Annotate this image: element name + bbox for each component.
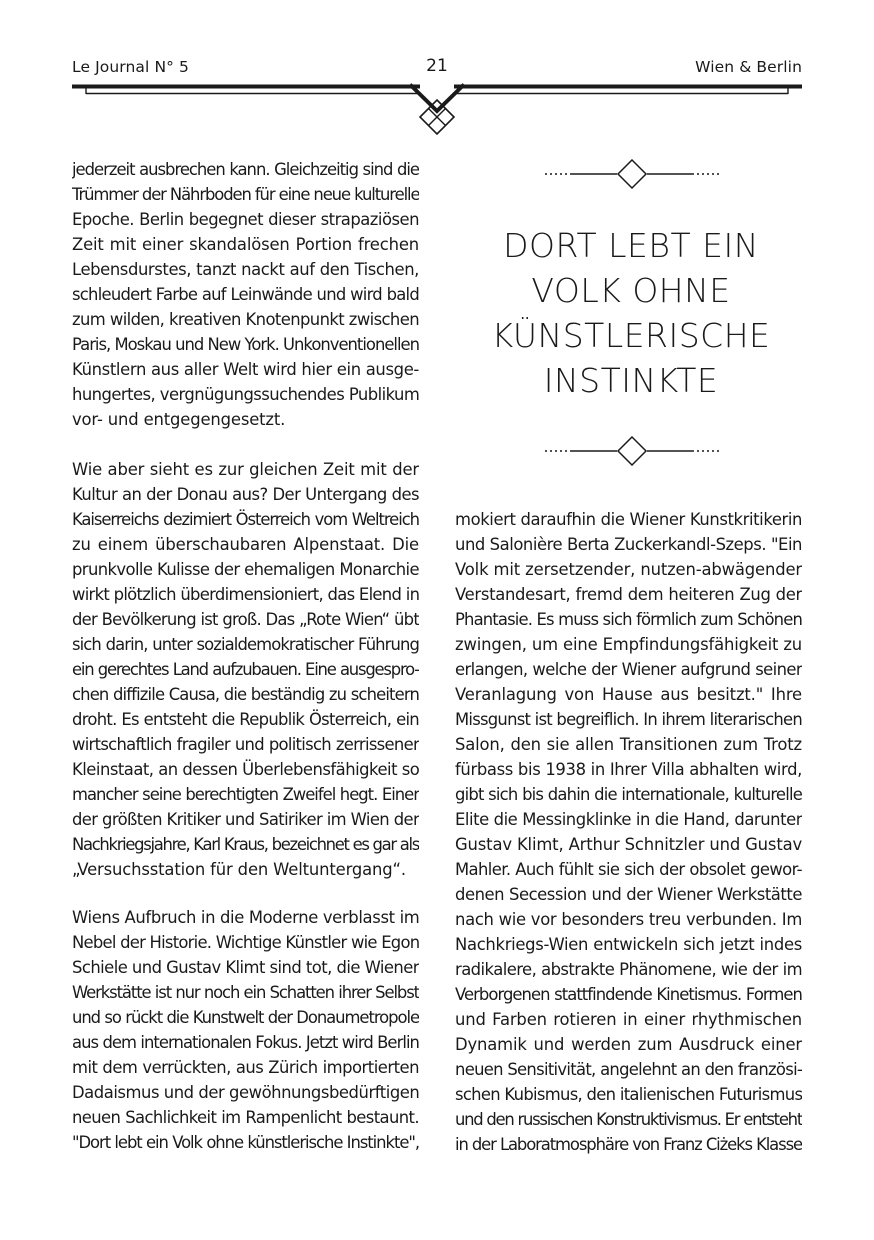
text-line: zu einem überschaubaren Alpenstaat. Die	[72, 535, 419, 554]
header-right-section: Wien & Berlin	[695, 58, 802, 76]
text-line: Epoche. Berlin begegnet dieser strapaziösen	[72, 210, 419, 229]
text-line: Nebel der Historie. Wichtige Künstler wie Egon	[72, 933, 419, 952]
text-line: Salon, den sie allen Transitionen zum Trotz	[455, 735, 802, 754]
text-line: wirkt plötzlich überdimensioniert, das Elend in	[72, 585, 419, 604]
left-paragraph-3	[72, 905, 419, 1155]
page-number: 21	[426, 56, 448, 76]
text-line: hungertes, vergnügungssuchendes Publikum	[72, 385, 419, 404]
pull-quote-divider-top	[543, 159, 721, 189]
text-line: ein gerechtes Land aufzubauen. Eine ausgespro-	[72, 660, 419, 679]
text-line: Kultur an der Donau aus? Der Untergang des	[72, 485, 419, 504]
text-line: Gustav Klimt, Arthur Schnitzler und Gustav	[455, 835, 802, 854]
text-line: Volk mit zersetzender, nutzen-abwägender	[455, 560, 802, 579]
header-ornament	[0, 78, 874, 138]
text-line: Kleinstaat, an dessen Überlebensfähigkeit so	[72, 760, 419, 779]
pull-quote-line: VOLK OHNE	[531, 271, 731, 310]
text-line: Schiele und Gustav Klimt sind tot, die Wiener	[72, 958, 419, 977]
text-line: Dynamik und werden zum Ausdruck einer	[455, 1035, 802, 1054]
text-line: Paris, Moskau und New York. Unkonventionellen	[72, 335, 419, 354]
text-line: der Bevölkerung ist groß. Das „Rote Wien“ übt	[72, 610, 419, 629]
text-line: und Farben rotieren in einer rhythmischen	[455, 1010, 802, 1029]
text-line: Wie aber sieht es zur gleichen Zeit mit der	[72, 460, 419, 479]
text-line: Mahler. Auch fühlt sie sich der obsolet gewor-	[455, 860, 802, 879]
text-line: nach wie vor besonders treu verbunden. Im	[455, 910, 802, 929]
text-line: und so rückt die Kunstwelt der Donaumetropole	[72, 1008, 419, 1027]
pull-quote-line: KÜNSTLERISCHE	[491, 316, 771, 355]
text-line: „Versuchsstation für den Weltuntergang“.	[72, 860, 406, 879]
text-line: vor- und entgegengesetzt.	[72, 410, 286, 429]
text-line: "Dort lebt ein Volk ohne künstlerische Instinkte",	[72, 1133, 419, 1152]
text-line: wirtschaftlich fragiler und politisch zerrissener	[72, 735, 419, 754]
text-line: schleudert Farbe auf Leinwände und wird bald	[72, 285, 419, 304]
text-line: Trümmer der Nährboden für eine neue kulturelle	[72, 185, 419, 204]
text-line: Kaiserreichs dezimiert Österreich vom Weltreich	[72, 510, 419, 529]
text-line: sich darin, unter sozialdemokratischer Führung	[72, 635, 419, 654]
text-line: neuen Sachlichkeit im Rampenlicht bestaunt.	[72, 1108, 419, 1127]
text-line: in der Laboratmosphäre von Franz Ciżeks Klasse	[455, 1135, 802, 1154]
text-line: der größten Kritiker und Satiriker im Wien der	[72, 810, 419, 829]
text-line: mokiert daraufhin die Wiener Kunstkritikerin	[455, 510, 802, 529]
text-line: radikalere, abstrakte Phänomene, wie der im	[455, 960, 802, 979]
text-line: mit dem verrückten, aus Zürich importierten	[72, 1058, 419, 1077]
pull-quote	[470, 223, 792, 403]
left-paragraph-2	[72, 457, 419, 882]
text-line: erlangen, welche der Wiener aufgrund seiner	[455, 660, 802, 679]
left-paragraph-1	[72, 157, 419, 432]
text-line: Dadaismus und der gewöhnungsbedürftigen	[72, 1083, 419, 1102]
text-line: Künstlern aus aller Welt wird hier ein ausge-	[72, 360, 419, 379]
text-line: Nachkriegs-Wien entwickeln sich jetzt indes	[455, 935, 802, 954]
text-line: gibt sich bis dahin die internationale, kulturelle	[455, 785, 802, 804]
text-line: droht. Es entsteht die Republik Österreich, ein	[72, 710, 419, 729]
text-line: aus dem internationalen Fokus. Jetzt wird Berlin	[72, 1033, 419, 1052]
text-line: prunkvolle Kulisse der ehemaligen Monarchie	[72, 560, 419, 579]
text-line: Phantasie. Es muss sich förmlich zum Schönen	[455, 610, 802, 629]
text-line: Veranlagung von Hause aus besitzt." Ihre	[455, 685, 802, 704]
text-line: Verborgenen stattfindende Kinetismus. Formen	[455, 985, 802, 1004]
text-line: und den russischen Konstruktivismus. Er entsteht	[455, 1110, 802, 1129]
text-line: Elite die Messingklinke in die Hand, darunter	[455, 810, 802, 829]
text-line: zum wilden, kreativen Knotenpunkt zwischen	[72, 310, 419, 329]
text-line: zwingen, um eine Empfindungsfähigkeit zu	[455, 635, 802, 654]
text-line: Werkstätte ist nur noch ein Schatten ihrer Selbst	[72, 983, 419, 1002]
text-line: schen Kubismus, den italienischen Futurismus	[455, 1085, 802, 1104]
text-line: fürbass bis 1938 in Ihrer Villa abhalten wird,	[455, 760, 802, 779]
text-line: und Salonière Berta Zuckerkandl-Szeps. "Ein	[455, 535, 802, 554]
text-line: Verstandesart, fremd dem heiteren Zug der	[455, 585, 802, 604]
pull-quote-divider-bottom	[543, 436, 721, 466]
text-line: Missgunst ist begreiflich. In ihrem literarischen	[455, 710, 802, 729]
pull-quote-line: INSTINKTE	[543, 361, 719, 400]
text-line: chen diffizile Causa, die beständig zu scheitern	[72, 685, 419, 704]
text-line: jederzeit ausbrechen kann. Gleichzeitig sind die	[72, 160, 419, 179]
right-paragraph-1	[455, 507, 802, 1157]
header-left-publication: Le Journal N° 5	[72, 58, 189, 76]
text-line: Nachkriegsjahre, Karl Kraus, bezeichnet es gar als	[72, 835, 419, 854]
text-line: mancher seine berechtigten Zweifel hegt. Einer	[72, 785, 419, 804]
text-line: Wiens Aufbruch in die Moderne verblasst im	[72, 908, 419, 927]
pull-quote-line: DORT LEBT EIN	[503, 226, 759, 265]
text-line: neuen Sensitivität, angelehnt an den französi-	[455, 1060, 802, 1079]
text-line: denen Secession und der Wiener Werkstätte	[455, 885, 802, 904]
text-line: Zeit mit einer skandalösen Portion frechen	[72, 235, 419, 254]
text-line: Lebensdurstes, tanzt nackt auf den Tischen,	[72, 260, 419, 279]
